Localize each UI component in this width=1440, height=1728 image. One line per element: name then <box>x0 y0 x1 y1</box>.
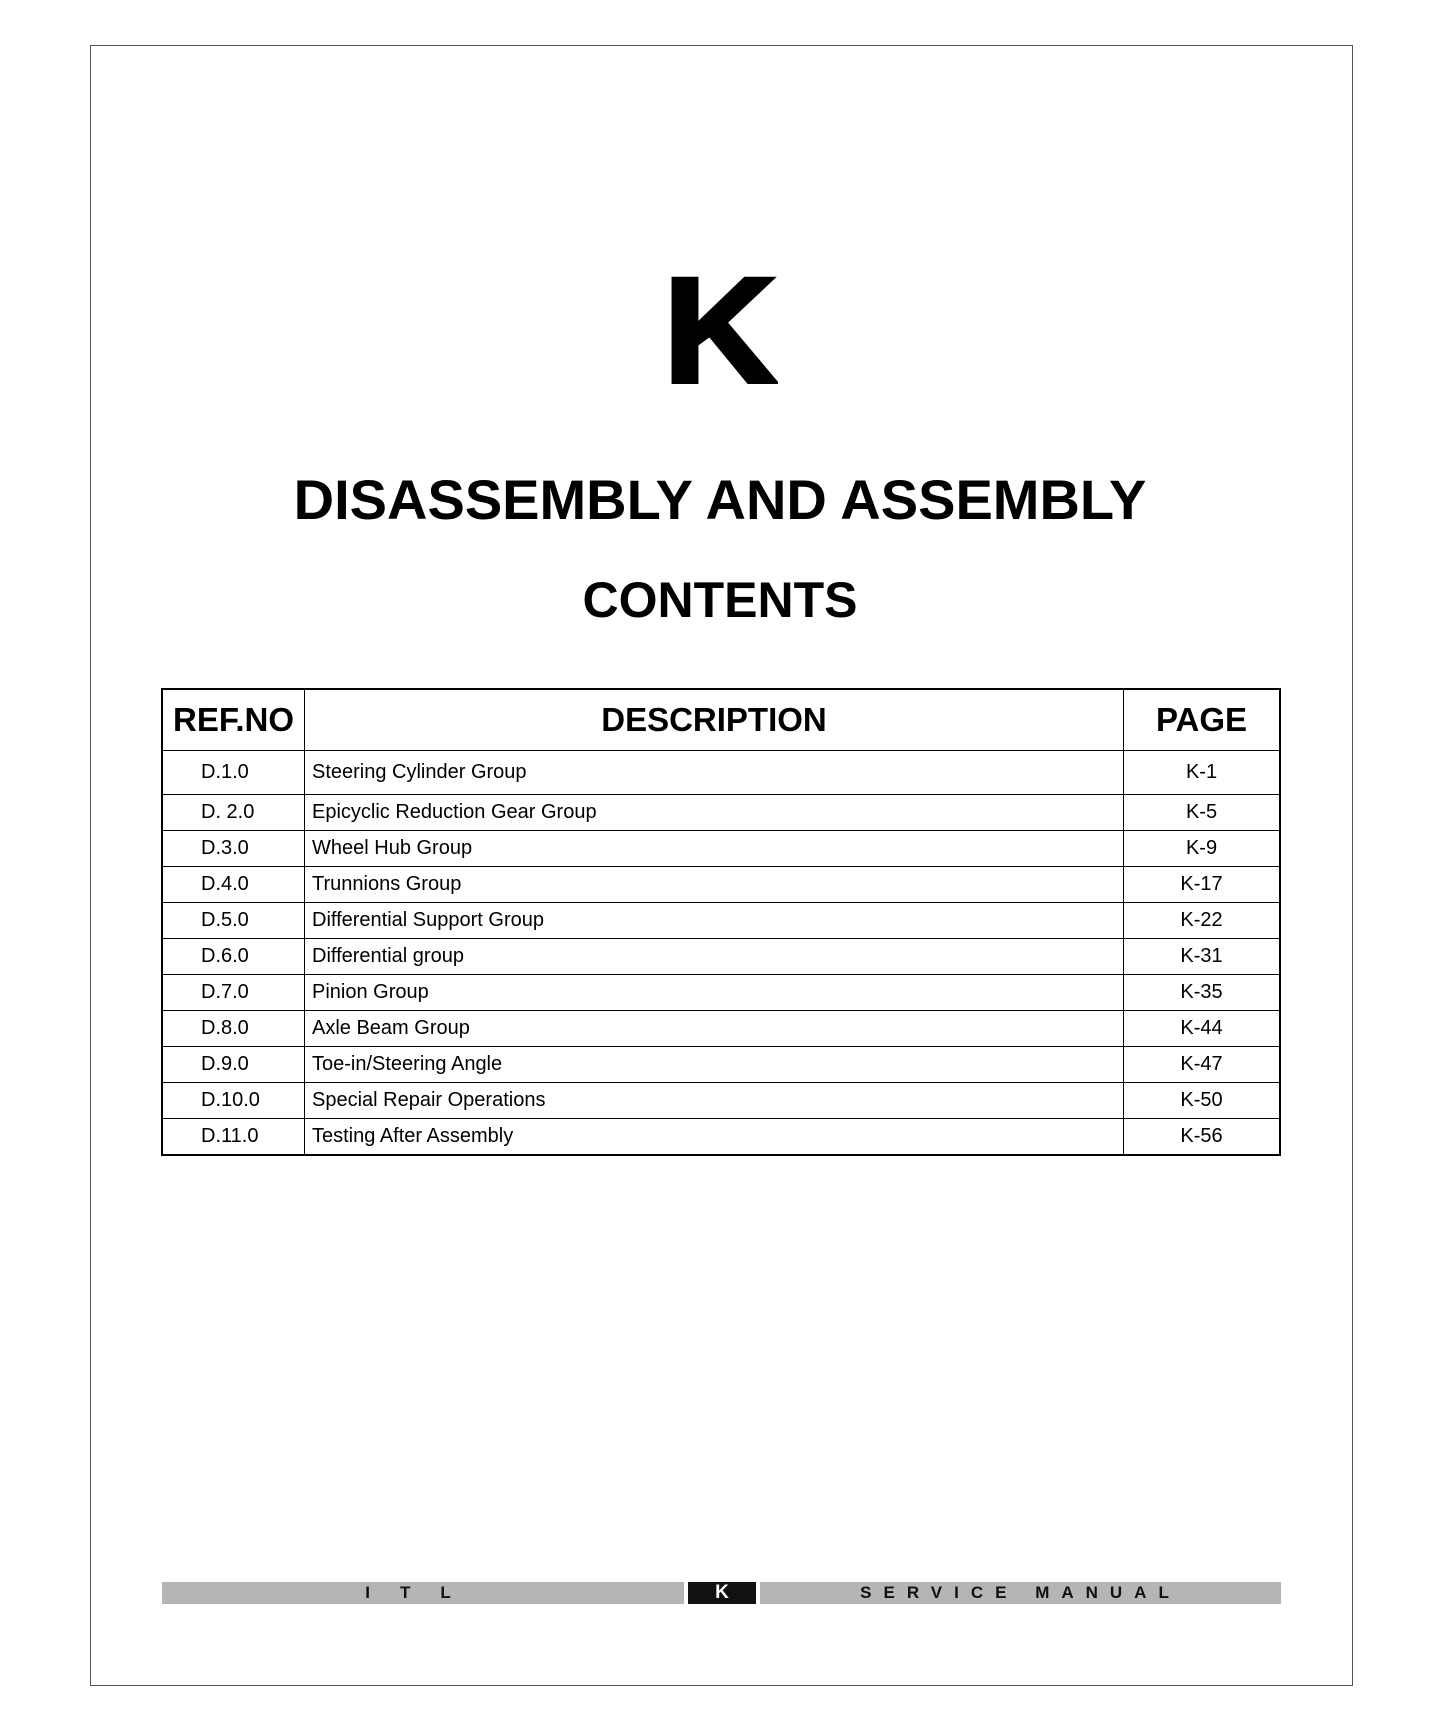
page-cell: K-35 <box>1124 975 1281 1011</box>
description-cell: Wheel Hub Group <box>305 831 1124 867</box>
page-cell: K-47 <box>1124 1047 1281 1083</box>
ref-cell: D.11.0 <box>162 1119 305 1156</box>
page-cell: K-50 <box>1124 1083 1281 1119</box>
page-cell: K-22 <box>1124 903 1281 939</box>
description-cell: Epicyclic Reduction Gear Group <box>305 795 1124 831</box>
ref-column-header: REF.NO <box>162 689 305 751</box>
table-row <box>162 751 1280 795</box>
page-cell: K-17 <box>1124 867 1281 903</box>
ref-cell: D.9.0 <box>162 1047 305 1083</box>
table-row <box>162 795 1280 831</box>
table-row <box>162 939 1280 975</box>
footer-company: ITL <box>162 1582 684 1604</box>
description-column-header: DESCRIPTION <box>305 689 1124 751</box>
contents-table <box>161 688 1281 1156</box>
page-cell: K-5 <box>1124 795 1281 831</box>
description-cell: Trunnions Group <box>305 867 1124 903</box>
description-cell: Special Repair Operations <box>305 1083 1124 1119</box>
page-cell: K-56 <box>1124 1119 1281 1156</box>
description-cell: Differential Support Group <box>305 903 1124 939</box>
table-row <box>162 1047 1280 1083</box>
table-row <box>162 903 1280 939</box>
table-row <box>162 1083 1280 1119</box>
ref-cell: D.1.0 <box>162 751 305 795</box>
table-row <box>162 1119 1280 1156</box>
ref-cell: D.10.0 <box>162 1083 305 1119</box>
ref-cell: D.6.0 <box>162 939 305 975</box>
ref-cell: D.7.0 <box>162 975 305 1011</box>
ref-cell: D.4.0 <box>162 867 305 903</box>
table-row <box>162 831 1280 867</box>
description-cell: Pinion Group <box>305 975 1124 1011</box>
description-cell: Differential group <box>305 939 1124 975</box>
ref-cell: D.8.0 <box>162 1011 305 1047</box>
ref-cell: D.5.0 <box>162 903 305 939</box>
table-row <box>162 1011 1280 1047</box>
section-letter: K <box>663 246 777 414</box>
page-title: DISASSEMBLY AND ASSEMBLY <box>293 468 1147 531</box>
ref-cell: D.3.0 <box>162 831 305 867</box>
description-cell: Steering Cylinder Group <box>305 751 1124 795</box>
contents-heading: CONTENTS <box>582 572 858 628</box>
footer-manual-label: SERVICE MANUAL <box>760 1582 1281 1604</box>
page-cell: K-31 <box>1124 939 1281 975</box>
table-header-row <box>162 689 1280 751</box>
description-cell: Testing After Assembly <box>305 1119 1124 1156</box>
page-cell: K-44 <box>1124 1011 1281 1047</box>
page-cell: K-1 <box>1124 751 1281 795</box>
description-cell: Toe-in/Steering Angle <box>305 1047 1124 1083</box>
description-cell: Axle Beam Group <box>305 1011 1124 1047</box>
table-row <box>162 975 1280 1011</box>
footer-section-letter: K <box>688 1582 756 1604</box>
page-cell: K-9 <box>1124 831 1281 867</box>
ref-cell: D. 2.0 <box>162 795 305 831</box>
page-column-header: PAGE <box>1124 689 1281 751</box>
table-row <box>162 867 1280 903</box>
